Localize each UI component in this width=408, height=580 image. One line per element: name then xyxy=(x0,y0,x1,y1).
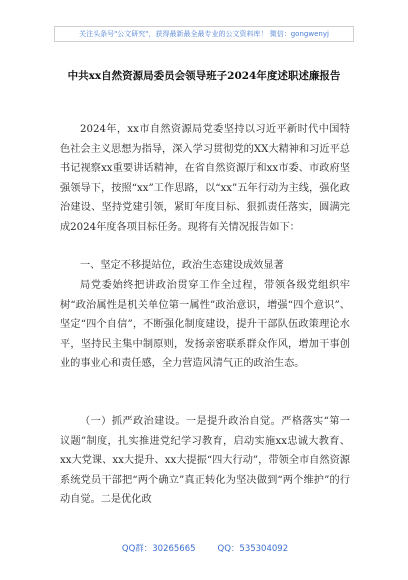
promo-banner xyxy=(54,26,354,42)
section-heading-1: 一、坚定不移提站位，政治生态建设成效显著 xyxy=(80,260,284,271)
section-paragraph-1: 局党委始终把讲政治贯穿工作全过程，带领各级党组织牢树“政治属性是机关单位第一属性”政治意识，增强“四个意识”、坚定“四个自信”，不断强化制度建设，提升干部队伍政策理论水平，坚持民主集中制原则，发扬亲密联系群众作风，增加干事创业的事业心和责任感，全力营造风清气正的政治生态。 xyxy=(60,280,350,370)
subsection-paragraph-1: （一）抓严政治建设。一是提升政治自觉。严格落实“第一议题”制度，扎实推进党纪学习教育，启动实施xx忠诚大教育、xx大党课、xx大提升、xx大提振“四大行动”，带领全市自然资源系统党员干部把“两个确立”真正转化为坚决做到“两个维护”的行动自觉。二是优化政 xyxy=(60,416,350,506)
document-title: 中共xx自然资源局委员会领导班子2024年度述职述廉报告 xyxy=(67,70,341,82)
footer-qq-number: QQ：535304092 xyxy=(217,544,289,554)
intro-paragraph: 2024年，xx市自然资源局党委坚持以习近平新时代中国特色社会主义思想为指导，深入学习贯彻党的XX大精神和习近平总书记视察xx重要讲话精神，在省自然资源厅和xx市委、市政府坚强领导下，按照“xx”工作思路，以“xx”五年行动为主线，强化政治建设、坚持党建引领，紧盯年度目标、狠抓责任落实，圆满完成2024年度各项目标任务。现将有关情况报告如下： xyxy=(60,124,350,233)
footer-qq-group: QQ群：30265665 xyxy=(121,544,196,554)
promo-banner-text: 关注头条号"公文研究"，获得最新最全最专业的公文资料库！ 微信：gongwenyj xyxy=(79,30,329,38)
footer-contact xyxy=(60,542,350,554)
